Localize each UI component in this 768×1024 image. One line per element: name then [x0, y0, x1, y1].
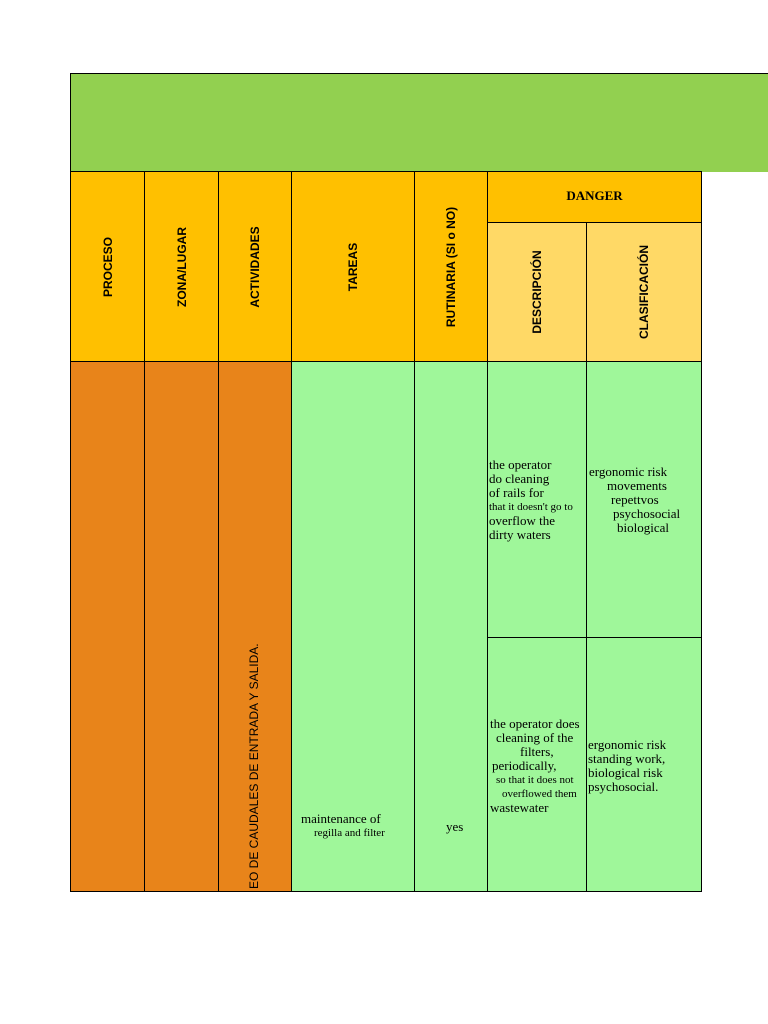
danger-2-clas-line-1: ergonomic risk [588, 737, 667, 752]
danger-2-desc-line-6: overflowed them [502, 788, 577, 800]
danger-1-descripcion [487, 361, 587, 638]
header-descripcion [487, 222, 587, 362]
danger-2-descripcion [487, 637, 587, 892]
danger-1-desc-line-5: overflow the [489, 513, 556, 528]
header-clasificacion-label: CLASIFICACIÓN [637, 245, 651, 339]
tarea-cell [291, 361, 415, 892]
tarea-line-2: regilla and filter [314, 827, 385, 839]
zona-lugar-cell [144, 361, 219, 892]
danger-2-clasificacion [586, 637, 702, 892]
actividad-cell [218, 361, 292, 892]
header-tareas-label: TAREAS [346, 242, 360, 291]
danger-2-desc-line-5: so that it does not [496, 774, 574, 786]
danger-1-clasificacion [586, 361, 702, 638]
tarea-line-1: maintenance of [301, 811, 381, 826]
header-danger [487, 171, 702, 223]
danger-2-clas-line-2: standing work, [588, 751, 666, 766]
header-actividades [218, 171, 292, 362]
danger-2-desc-line-3: filters, [520, 744, 554, 759]
header-rutinaria [414, 171, 488, 362]
danger-1-clas-line-5: biological [617, 520, 669, 535]
danger-2-clas-line-3: biological risk [588, 765, 663, 780]
danger-1-desc-line-6: dirty waters [489, 527, 551, 542]
header-zona-lugar-label: ZONA/LUGAR [174, 226, 189, 307]
danger-1-clas-line-1: ergonomic risk [589, 464, 668, 479]
header-proceso [70, 171, 145, 362]
rutinaria-cell [414, 361, 488, 892]
header-zona-lugar [144, 171, 219, 362]
rutinaria-value: yes [446, 819, 464, 834]
danger-2-desc-line-7: wastewater [490, 800, 549, 815]
header-descripcion-label: DESCRIPCIÓN [530, 250, 544, 334]
danger-1-desc-line-4: that it doesn't go to [489, 501, 573, 513]
header-actividades-label: ACTIVIDADES [248, 225, 262, 308]
danger-2-desc-line-2: cleaning of the [496, 730, 574, 745]
header-tareas [291, 171, 415, 362]
title-band [70, 73, 768, 172]
danger-2-desc-line-1: the operator does [490, 716, 580, 731]
danger-1-desc-line-3: of rails for [489, 485, 544, 500]
danger-1-clas-line-3: repettvos [611, 492, 659, 507]
header-proceso-label: PROCESO [100, 236, 115, 297]
danger-1-clas-line-2: movements [607, 478, 667, 493]
danger-1-desc-line-2: do cleaning [489, 471, 550, 486]
header-clasificacion [586, 222, 702, 362]
danger-1-desc-line-1: the operator [489, 457, 552, 472]
header-rutinaria-label: RUTINARIA (SI o NO) [444, 206, 458, 327]
header-danger-label: DANGER [566, 188, 623, 203]
danger-2-desc-line-4: periodically, [492, 758, 557, 773]
danger-1-clas-line-4: psychosocial [613, 506, 681, 521]
danger-2-clas-line-4: psychosocial. [588, 779, 659, 794]
actividad-text: EO DE CAUDALES DE ENTRADA Y SALIDA. [247, 643, 261, 889]
proceso-cell [70, 361, 145, 892]
